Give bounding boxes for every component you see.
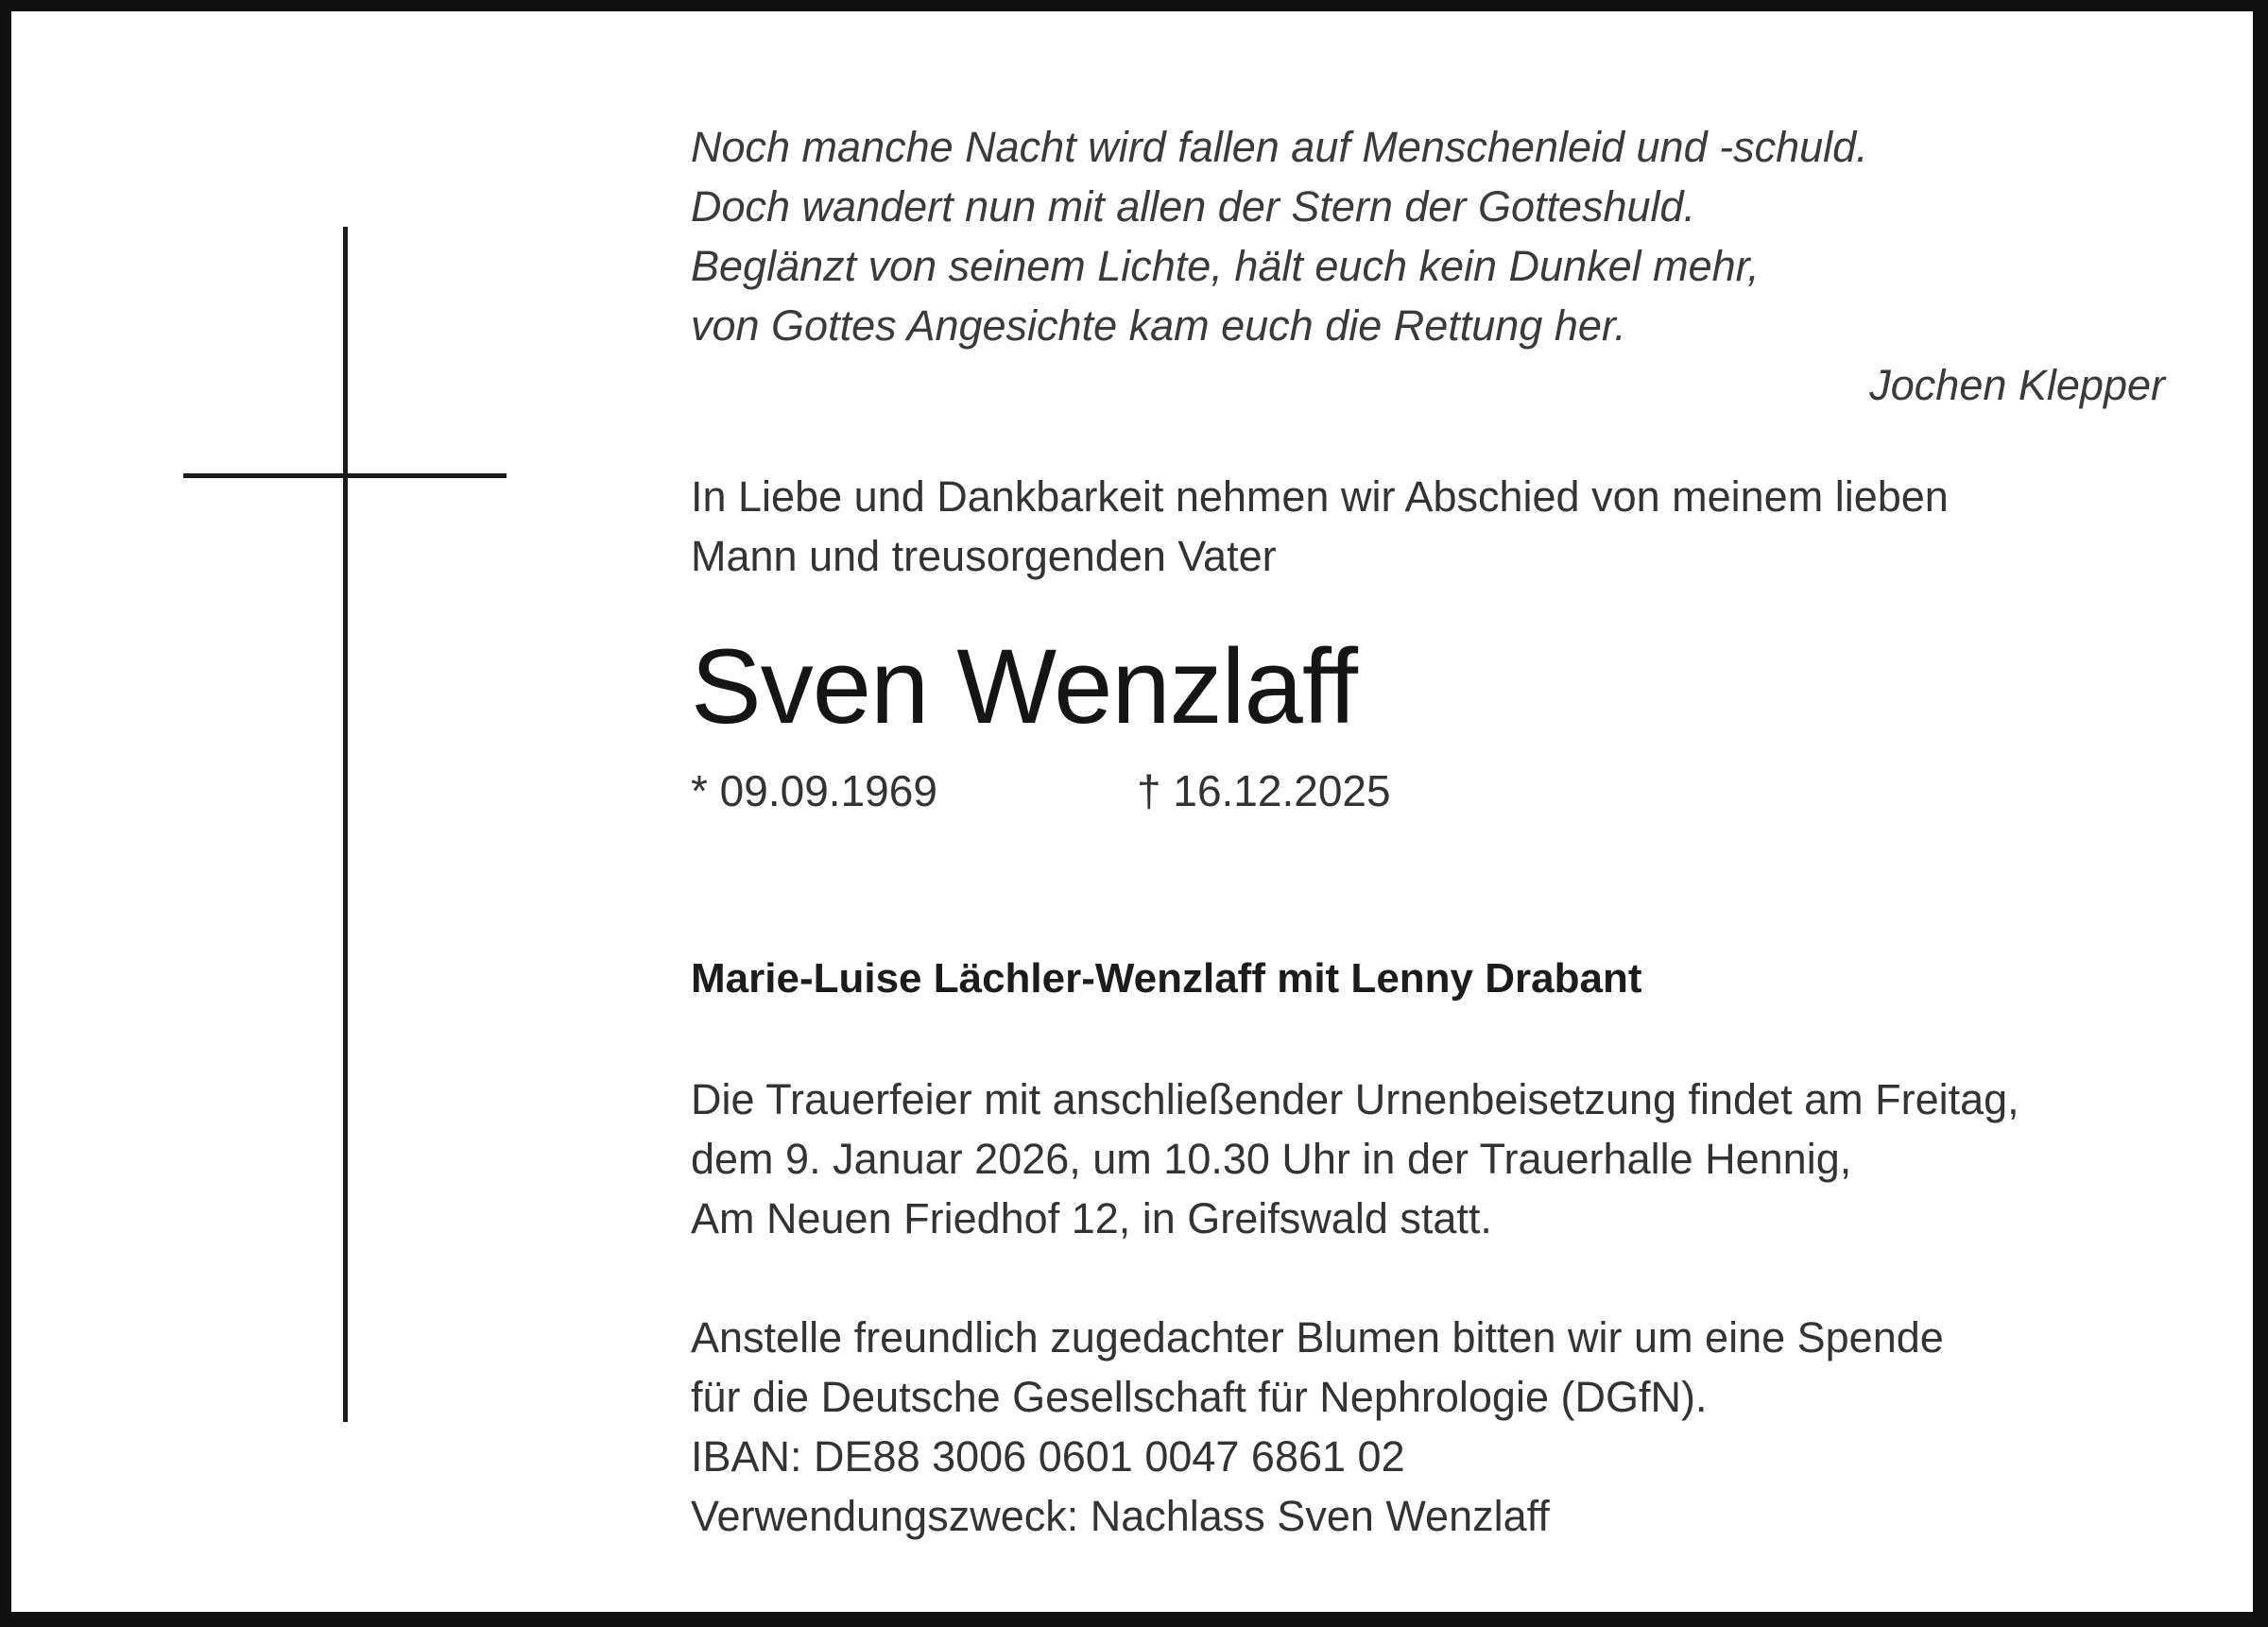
intro-line: Mann und treusorgenden Vater bbox=[691, 532, 1277, 580]
poem-line: Beglänzt von seinem Lichte, hält euch kein Dunkel mehr, bbox=[691, 242, 1760, 290]
donation-details bbox=[691, 1308, 2165, 1546]
deceased-name: Sven Wenzlaff bbox=[691, 627, 1358, 745]
intro-text bbox=[691, 467, 2165, 586]
poem-line: Noch manche Nacht wird fallen auf Menschenleid und -schuld. bbox=[691, 123, 1868, 171]
funeral-line: Am Neuen Friedhof 12, in Greifswald statt. bbox=[691, 1194, 1492, 1242]
poem-line: von Gottes Angesichte kam euch die Rettung her. bbox=[691, 301, 1626, 350]
family-names: Marie-Luise Lächler-Wenzlaff mit Lenny Drabant bbox=[691, 955, 1642, 1002]
poem-line: Doch wandert nun mit allen der Stern der Gotteshuld. bbox=[691, 182, 1696, 231]
donation-line: Anstelle freundlich zugedachter Blumen bitten wir um eine Spende bbox=[691, 1313, 1944, 1362]
death-date: † 16.12.2025 bbox=[1137, 766, 1391, 815]
poem-author: Jochen Klepper bbox=[1869, 361, 2165, 409]
poem bbox=[691, 117, 2165, 415]
cross-vertical-bar bbox=[343, 227, 348, 1422]
donation-line: für die Deutsche Gesellschaft für Nephrologie (DGfN). bbox=[691, 1373, 1708, 1421]
birth-date: * 09.09.1969 bbox=[691, 766, 937, 815]
cross-horizontal-bar bbox=[183, 473, 507, 478]
intro-line: In Liebe und Dankbarkeit nehmen wir Abschied von meinem lieben bbox=[691, 472, 1949, 521]
donation-reference: Verwendungszweck: Nachlass Sven Wenzlaff bbox=[691, 1492, 1550, 1540]
donation-iban: IBAN: DE88 3006 0601 0047 6861 02 bbox=[691, 1432, 1405, 1481]
funeral-line: Die Trauerfeier mit anschließender Urnenbeisetzung findet am Freitag, bbox=[691, 1075, 2019, 1123]
funeral-details bbox=[691, 1070, 2165, 1248]
funeral-line: dem 9. Januar 2026, um 10.30 Uhr in der Trauerhalle Hennig, bbox=[691, 1135, 1852, 1183]
